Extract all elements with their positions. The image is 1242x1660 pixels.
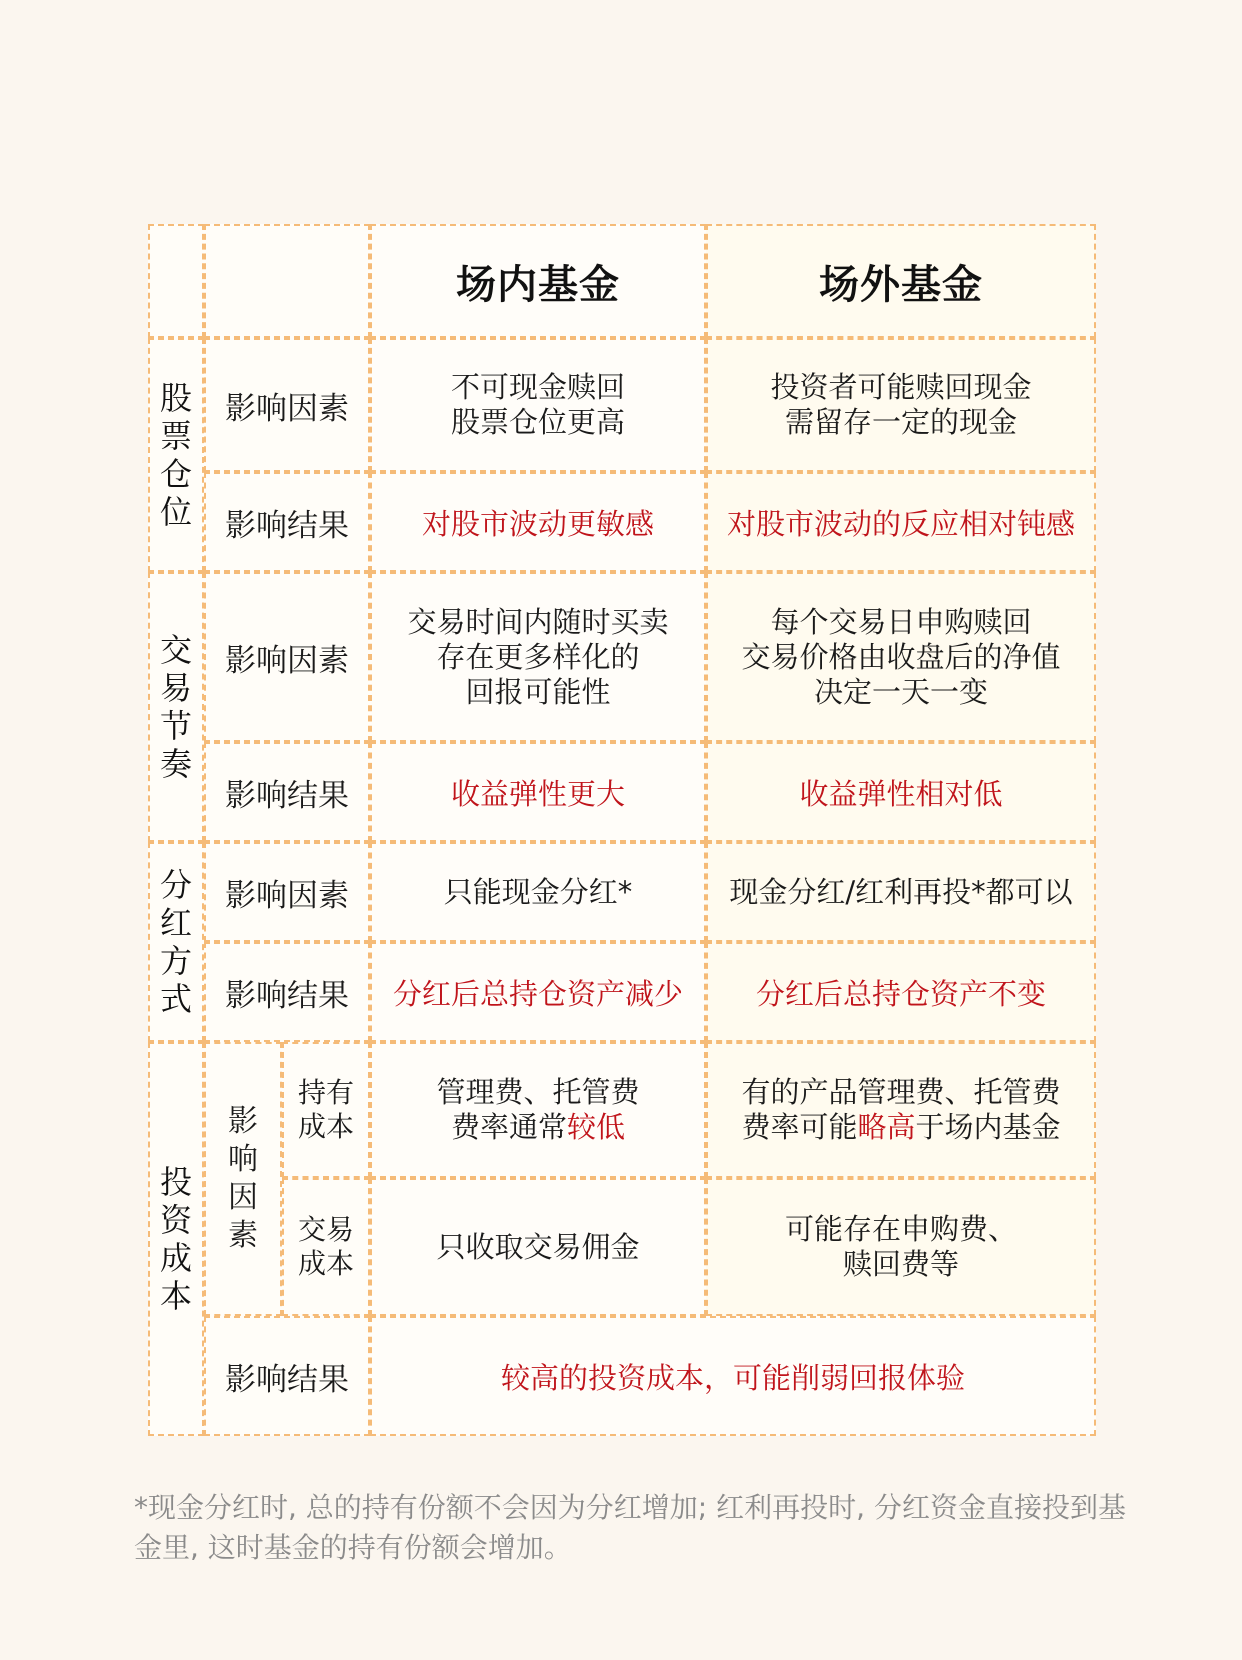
header-outside-fund: 场外基金: [706, 224, 1096, 338]
category-stock-position: 股 票 仓 位: [148, 338, 204, 572]
cell-holding-cost-outside: 有的产品管理费、托管费 费率可能略高于场内基金: [706, 1042, 1096, 1178]
cell-stock-factor-inside: 不可现金赎回 股票仓位更高: [370, 338, 706, 472]
cell-trading-cost-outside: 可能存在申购费、 赎回费等: [706, 1178, 1096, 1316]
row-label-result: 影响结果: [204, 472, 370, 572]
row-label-factor: 影响因素: [204, 338, 370, 472]
cell-dividend-result-outside: 分红后总持仓资产不变: [706, 942, 1096, 1042]
cell-trading-factor-inside: 交易时间内随时买卖 存在更多样化的 回报可能性: [370, 572, 706, 742]
sub-label-trading-cost: 交易 成本: [282, 1178, 370, 1316]
cell-trading-result-outside: 收益弹性相对低: [706, 742, 1096, 842]
cell-dividend-factor-outside: 现金分红/红利再投*都可以: [706, 842, 1096, 942]
category-investment-cost: 投 资 成 本: [148, 1042, 204, 1436]
row-label-result: 影响结果: [204, 1316, 370, 1436]
cell-trading-result-inside: 收益弹性更大: [370, 742, 706, 842]
category-dividend-method: 分 红 方 式: [148, 842, 204, 1042]
highlight-slightly-higher: 略高: [857, 1110, 916, 1144]
cell-holding-cost-inside: 管理费、托管费 费率通常较低: [370, 1042, 706, 1178]
cell-dividend-factor-inside: 只能现金分红*: [370, 842, 706, 942]
row-label-factor-vertical: 影 响 因 素: [204, 1042, 282, 1316]
cell-trading-factor-outside: 每个交易日申购赎回 交易价格由收盘后的净值 决定一天一变: [706, 572, 1096, 742]
cell-stock-result-inside: 对股市波动更敏感: [370, 472, 706, 572]
footnote: *现金分红时, 总的持有份额不会因为分红增加; 红利再投时, 分红资金直接投到基金里, 这时基金的持有份额会增加。: [134, 1491, 1126, 1564]
header-corner-left: [148, 224, 204, 338]
highlight-lower: 较低: [567, 1110, 626, 1144]
cell-trading-cost-inside: 只收取交易佣金: [370, 1178, 706, 1316]
cell-stock-factor-outside: 投资者可能赎回现金 需留存一定的现金: [706, 338, 1096, 472]
row-label-result: 影响结果: [204, 942, 370, 1042]
row-label-result: 影响结果: [204, 742, 370, 842]
category-trading-rhythm: 交 易 节 奏: [148, 572, 204, 842]
header-corner: [204, 224, 370, 338]
cell-stock-result-outside: 对股市波动的反应相对钝感: [706, 472, 1096, 572]
cell-dividend-result-inside: 分红后总持仓资产减少: [370, 942, 706, 1042]
row-label-factor: 影响因素: [204, 842, 370, 942]
cell-cost-result-merged: 较高的投资成本，可能削弱回报体验: [370, 1316, 1096, 1436]
row-label-factor: 影响因素: [204, 572, 370, 742]
header-inside-fund: 场内基金: [370, 224, 706, 338]
sub-label-holding-cost: 持有 成本: [282, 1042, 370, 1178]
